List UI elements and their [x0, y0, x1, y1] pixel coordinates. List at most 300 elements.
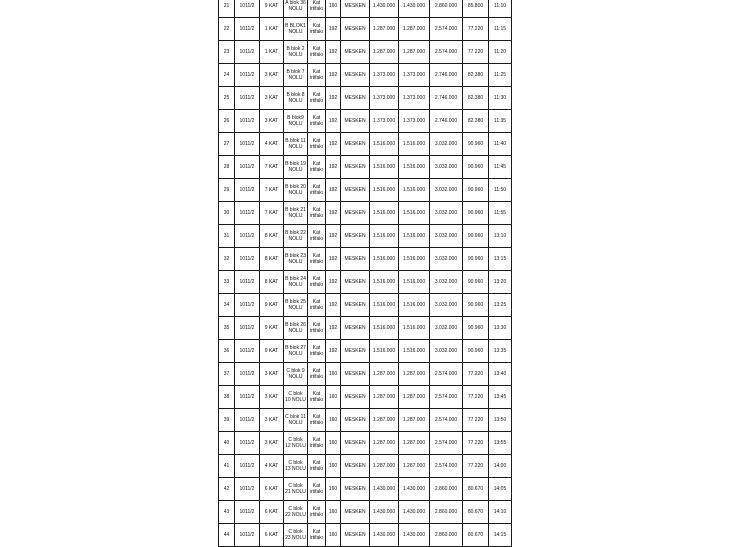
parcel-cell: 1011/2	[235, 0, 260, 18]
value-cell: 1.430.000	[370, 478, 399, 501]
estimated-value-cell: 1.516.000	[399, 294, 430, 317]
row-number-cell: 34	[219, 294, 235, 317]
unit-cell: B blok9 NOLU	[284, 110, 308, 133]
ownership-type-cell: Kat irtifakı	[308, 524, 326, 547]
document-page	[218, 0, 511, 547]
row-number-cell: 41	[219, 455, 235, 478]
usage-cell: MESKEN	[341, 110, 370, 133]
usage-cell: MESKEN	[341, 409, 370, 432]
deposit-cell: 80.670	[463, 478, 489, 501]
row-number-cell: 33	[219, 271, 235, 294]
ownership-type-cell: Kat irtifakı	[308, 225, 326, 248]
estimated-value-cell: 1.287.000	[399, 18, 430, 41]
unit-cell: B blok 7 NOLU	[284, 64, 308, 87]
estimated-value-cell: 1.287.000	[399, 409, 430, 432]
unit-cell: B blok 20 NOLU	[284, 179, 308, 202]
usage-cell: MESKEN	[341, 386, 370, 409]
ownership-type-cell: Kat irtifakı	[308, 363, 326, 386]
value-cell: 1.430.000	[370, 0, 399, 18]
table-row	[219, 225, 512, 248]
usage-cell: MESKEN	[341, 340, 370, 363]
total-cell: 2.574.000	[430, 386, 463, 409]
area-cell: 192	[326, 271, 341, 294]
deposit-cell: 90.960	[463, 156, 489, 179]
time-cell: 11:45	[489, 156, 512, 179]
unit-cell: B blok 24 NOLU	[284, 271, 308, 294]
ownership-type-cell: Kat irtifakı	[308, 409, 326, 432]
floor-cell: 1 KAT	[260, 41, 284, 64]
total-cell: 3.032.000	[430, 294, 463, 317]
estimated-value-cell: 1.373.000	[399, 64, 430, 87]
estimated-value-cell: 1.516.000	[399, 179, 430, 202]
area-cell: 192	[326, 41, 341, 64]
area-cell: 160	[326, 524, 341, 547]
estimated-value-cell: 1.373.000	[399, 110, 430, 133]
row-number-cell: 25	[219, 87, 235, 110]
floor-cell: 6 KAT	[260, 501, 284, 524]
deposit-cell: 77.220	[463, 363, 489, 386]
unit-cell: B blok 2 NOLU	[284, 41, 308, 64]
value-cell: 1.287.000	[370, 18, 399, 41]
floor-cell: 7 KAT	[260, 179, 284, 202]
estimated-value-cell: 1.516.000	[399, 317, 430, 340]
usage-cell: MESKEN	[341, 478, 370, 501]
time-cell: 11:15	[489, 18, 512, 41]
floor-cell: 8 KAT	[260, 248, 284, 271]
parcel-cell: 1011/2	[235, 156, 260, 179]
value-cell: 1.430.000	[370, 524, 399, 547]
row-number-cell: 36	[219, 340, 235, 363]
time-cell: 13:15	[489, 248, 512, 271]
ownership-type-cell: Kat irtifakı	[308, 179, 326, 202]
total-cell: 2.860.000	[430, 524, 463, 547]
usage-cell: MESKEN	[341, 18, 370, 41]
value-cell: 1.287.000	[370, 386, 399, 409]
row-number-cell: 44	[219, 524, 235, 547]
parcel-cell: 1011/2	[235, 41, 260, 64]
area-cell: 192	[326, 317, 341, 340]
usage-cell: MESKEN	[341, 248, 370, 271]
estimated-value-cell: 1.373.000	[399, 87, 430, 110]
total-cell: 2.574.000	[430, 363, 463, 386]
table-row	[219, 386, 512, 409]
value-cell: 1.373.000	[370, 110, 399, 133]
ownership-type-cell: Kat irtifakı	[308, 432, 326, 455]
floor-cell: 3 KAT	[260, 363, 284, 386]
ownership-type-cell: Kat irtifakı	[308, 478, 326, 501]
area-cell: 192	[326, 225, 341, 248]
ownership-type-cell: Kat irtifakı	[308, 87, 326, 110]
table-row	[219, 271, 512, 294]
usage-cell: MESKEN	[341, 202, 370, 225]
floor-cell: 7 KAT	[260, 156, 284, 179]
usage-cell: MESKEN	[341, 317, 370, 340]
area-cell: 160	[326, 0, 341, 18]
unit-cell: B blok 26 NOLU	[284, 317, 308, 340]
row-number-cell: 31	[219, 225, 235, 248]
value-cell: 1.516.000	[370, 294, 399, 317]
deposit-cell: 77.220	[463, 455, 489, 478]
area-cell: 160	[326, 501, 341, 524]
row-number-cell: 29	[219, 179, 235, 202]
area-cell: 160	[326, 455, 341, 478]
row-number-cell: 39	[219, 409, 235, 432]
unit-cell: C blok 12 NOLU	[284, 432, 308, 455]
parcel-cell: 1011/2	[235, 225, 260, 248]
floor-cell: 3 KAT	[260, 409, 284, 432]
area-cell: 160	[326, 386, 341, 409]
time-cell: 11:40	[489, 133, 512, 156]
floor-cell: 8 KAT	[260, 225, 284, 248]
floor-cell: 6 KAT	[260, 478, 284, 501]
floor-cell: 3 KAT	[260, 87, 284, 110]
unit-cell: B BLOK1 NOLU	[284, 18, 308, 41]
unit-cell: C blok 21 NOLU	[284, 478, 308, 501]
time-cell: 13:20	[489, 271, 512, 294]
floor-cell: 9 KAT	[260, 0, 284, 18]
parcel-cell: 1011/2	[235, 386, 260, 409]
row-number-cell: 23	[219, 41, 235, 64]
ownership-type-cell: Kat irtifakı	[308, 0, 326, 18]
deposit-cell: 90.960	[463, 133, 489, 156]
usage-cell: MESKEN	[341, 363, 370, 386]
table-row	[219, 87, 512, 110]
ownership-type-cell: Kat irtifakı	[308, 455, 326, 478]
estimated-value-cell: 1.516.000	[399, 202, 430, 225]
deposit-cell: 90.960	[463, 294, 489, 317]
total-cell: 2.574.000	[430, 455, 463, 478]
table-row	[219, 432, 512, 455]
usage-cell: MESKEN	[341, 294, 370, 317]
parcel-cell: 1011/2	[235, 248, 260, 271]
ownership-type-cell: Kat irtifakı	[308, 202, 326, 225]
parcel-cell: 1011/2	[235, 294, 260, 317]
deposit-cell: 90.960	[463, 225, 489, 248]
estimated-value-cell: 1.516.000	[399, 156, 430, 179]
unit-cell: C blok 23 NOLU	[284, 524, 308, 547]
time-cell: 14:15	[489, 524, 512, 547]
usage-cell: MESKEN	[341, 501, 370, 524]
estimated-value-cell: 1.430.000	[399, 478, 430, 501]
deposit-cell: 80.670	[463, 501, 489, 524]
area-cell: 192	[326, 340, 341, 363]
estimated-value-cell: 1.430.000	[399, 524, 430, 547]
table-row	[219, 18, 512, 41]
usage-cell: MESKEN	[341, 225, 370, 248]
table-row	[219, 478, 512, 501]
estimated-value-cell: 1.287.000	[399, 455, 430, 478]
estimated-value-cell: 1.287.000	[399, 386, 430, 409]
value-cell: 1.287.000	[370, 363, 399, 386]
floor-cell: 9 KAT	[260, 317, 284, 340]
ownership-type-cell: Kat irtifakı	[308, 133, 326, 156]
parcel-cell: 1011/2	[235, 18, 260, 41]
area-cell: 192	[326, 202, 341, 225]
table-row	[219, 0, 512, 18]
floor-cell: 6 KAT	[260, 524, 284, 547]
table-body	[219, 0, 512, 547]
row-number-cell: 35	[219, 317, 235, 340]
time-cell: 11:10	[489, 0, 512, 18]
time-cell: 11:55	[489, 202, 512, 225]
total-cell: 2.746.000	[430, 64, 463, 87]
unit-cell: B blok 8 NOLU	[284, 87, 308, 110]
ownership-type-cell: Kat irtifakı	[308, 156, 326, 179]
parcel-cell: 1011/2	[235, 432, 260, 455]
usage-cell: MESKEN	[341, 0, 370, 18]
total-cell: 2.574.000	[430, 41, 463, 64]
usage-cell: MESKEN	[341, 87, 370, 110]
estimated-value-cell: 1.516.000	[399, 248, 430, 271]
parcel-cell: 1011/2	[235, 179, 260, 202]
usage-cell: MESKEN	[341, 179, 370, 202]
time-cell: 13:10	[489, 225, 512, 248]
time-cell: 11:50	[489, 179, 512, 202]
total-cell: 3.032.000	[430, 133, 463, 156]
table-row	[219, 409, 512, 432]
ownership-type-cell: Kat irtifakı	[308, 41, 326, 64]
usage-cell: MESKEN	[341, 156, 370, 179]
floor-cell: 3 KAT	[260, 386, 284, 409]
area-cell: 160	[326, 432, 341, 455]
floor-cell: 1 KAT	[260, 18, 284, 41]
area-cell: 192	[326, 294, 341, 317]
deposit-cell: 90.960	[463, 317, 489, 340]
ownership-type-cell: Kat irtifakı	[308, 386, 326, 409]
deposit-cell: 82.380	[463, 87, 489, 110]
deposit-cell: 85.800	[463, 0, 489, 18]
time-cell: 13:30	[489, 317, 512, 340]
row-number-cell: 38	[219, 386, 235, 409]
estimated-value-cell: 1.430.000	[399, 0, 430, 18]
table-row	[219, 110, 512, 133]
area-cell: 192	[326, 133, 341, 156]
ownership-type-cell: Kat irtifakı	[308, 110, 326, 133]
parcel-cell: 1011/2	[235, 202, 260, 225]
deposit-cell: 82.380	[463, 110, 489, 133]
time-cell: 13:25	[489, 294, 512, 317]
unit-cell: C blok 10 NOLU	[284, 386, 308, 409]
area-cell: 192	[326, 87, 341, 110]
floor-cell: 4 KAT	[260, 455, 284, 478]
estimated-value-cell: 1.430.000	[399, 501, 430, 524]
usage-cell: MESKEN	[341, 64, 370, 87]
parcel-cell: 1011/2	[235, 133, 260, 156]
row-number-cell: 42	[219, 478, 235, 501]
table-row	[219, 455, 512, 478]
row-number-cell: 37	[219, 363, 235, 386]
value-cell: 1.287.000	[370, 409, 399, 432]
table-row	[219, 524, 512, 547]
table-row	[219, 156, 512, 179]
value-cell: 1.373.000	[370, 87, 399, 110]
row-number-cell: 43	[219, 501, 235, 524]
floor-cell: 3 KAT	[260, 432, 284, 455]
deposit-cell: 77.220	[463, 432, 489, 455]
parcel-cell: 1011/2	[235, 317, 260, 340]
area-cell: 160	[326, 409, 341, 432]
deposit-cell: 90.960	[463, 340, 489, 363]
time-cell: 11:25	[489, 64, 512, 87]
floor-cell: 9 KAT	[260, 340, 284, 363]
floor-cell: 3 KAT	[260, 110, 284, 133]
parcel-cell: 1011/2	[235, 87, 260, 110]
value-cell: 1.287.000	[370, 455, 399, 478]
time-cell: 11:20	[489, 41, 512, 64]
total-cell: 2.574.000	[430, 432, 463, 455]
value-cell: 1.516.000	[370, 317, 399, 340]
value-cell: 1.516.000	[370, 340, 399, 363]
deposit-cell: 77.220	[463, 409, 489, 432]
table-row	[219, 340, 512, 363]
value-cell: 1.516.000	[370, 156, 399, 179]
unit-cell: C blok 9 NOLU	[284, 363, 308, 386]
estimated-value-cell: 1.516.000	[399, 133, 430, 156]
parcel-cell: 1011/2	[235, 455, 260, 478]
area-cell: 160	[326, 363, 341, 386]
deposit-cell: 90.960	[463, 202, 489, 225]
estimated-value-cell: 1.287.000	[399, 432, 430, 455]
ownership-type-cell: Kat irtifakı	[308, 340, 326, 363]
total-cell: 2.574.000	[430, 18, 463, 41]
unit-cell: C blok 11 NOLU	[284, 409, 308, 432]
value-cell: 1.516.000	[370, 179, 399, 202]
area-cell: 192	[326, 179, 341, 202]
deposit-cell: 90.960	[463, 179, 489, 202]
parcel-cell: 1011/2	[235, 501, 260, 524]
deposit-cell: 82.380	[463, 64, 489, 87]
deposit-cell: 90.960	[463, 248, 489, 271]
parcel-cell: 1011/2	[235, 271, 260, 294]
table-row	[219, 317, 512, 340]
floor-cell: 9 KAT	[260, 294, 284, 317]
table-row	[219, 202, 512, 225]
row-number-cell: 21	[219, 0, 235, 18]
deposit-cell: 77.220	[463, 386, 489, 409]
table-row	[219, 294, 512, 317]
total-cell: 3.032.000	[430, 179, 463, 202]
area-cell: 192	[326, 18, 341, 41]
ownership-type-cell: Kat irtifakı	[308, 18, 326, 41]
usage-cell: MESKEN	[341, 271, 370, 294]
value-cell: 1.516.000	[370, 225, 399, 248]
area-cell: 192	[326, 248, 341, 271]
parcel-cell: 1011/2	[235, 340, 260, 363]
total-cell: 3.032.000	[430, 248, 463, 271]
time-cell: 13:40	[489, 363, 512, 386]
time-cell: 14:10	[489, 501, 512, 524]
parcel-cell: 1011/2	[235, 64, 260, 87]
total-cell: 3.032.000	[430, 202, 463, 225]
usage-cell: MESKEN	[341, 524, 370, 547]
usage-cell: MESKEN	[341, 432, 370, 455]
parcel-cell: 1011/2	[235, 524, 260, 547]
table-row	[219, 363, 512, 386]
value-cell: 1.287.000	[370, 432, 399, 455]
row-number-cell: 32	[219, 248, 235, 271]
area-cell: 192	[326, 156, 341, 179]
row-number-cell: 27	[219, 133, 235, 156]
time-cell: 13:50	[489, 409, 512, 432]
area-cell: 160	[326, 478, 341, 501]
row-number-cell: 22	[219, 18, 235, 41]
value-cell: 1.287.000	[370, 41, 399, 64]
parcel-cell: 1011/2	[235, 409, 260, 432]
floor-cell: 3 KAT	[260, 64, 284, 87]
floor-cell: 4 KAT	[260, 133, 284, 156]
total-cell: 3.032.000	[430, 271, 463, 294]
total-cell: 3.032.000	[430, 225, 463, 248]
usage-cell: MESKEN	[341, 455, 370, 478]
unit-cell: C blok 13 NOLU	[284, 455, 308, 478]
time-cell: 13:35	[489, 340, 512, 363]
unit-cell: A blok 36 NOLU	[284, 0, 308, 18]
value-cell: 1.516.000	[370, 133, 399, 156]
total-cell: 2.746.000	[430, 110, 463, 133]
time-cell: 11:30	[489, 87, 512, 110]
usage-cell: MESKEN	[341, 41, 370, 64]
unit-cell: C blok 22 NOLU	[284, 501, 308, 524]
deposit-cell: 77.220	[463, 41, 489, 64]
table-row	[219, 179, 512, 202]
total-cell: 2.860.000	[430, 501, 463, 524]
ownership-type-cell: Kat irtifakı	[308, 64, 326, 87]
total-cell: 2.574.000	[430, 409, 463, 432]
total-cell: 2.860.000	[430, 0, 463, 18]
value-cell: 1.373.000	[370, 64, 399, 87]
ownership-type-cell: Kat irtifakı	[308, 501, 326, 524]
value-cell: 1.516.000	[370, 202, 399, 225]
deposit-cell: 80.670	[463, 524, 489, 547]
unit-cell: B blok 22 NOLU	[284, 225, 308, 248]
time-cell: 13:55	[489, 432, 512, 455]
listing-table	[218, 0, 512, 547]
value-cell: 1.516.000	[370, 271, 399, 294]
estimated-value-cell: 1.287.000	[399, 363, 430, 386]
unit-cell: B blok 19 NOLU	[284, 156, 308, 179]
row-number-cell: 26	[219, 110, 235, 133]
estimated-value-cell: 1.516.000	[399, 340, 430, 363]
usage-cell: MESKEN	[341, 133, 370, 156]
value-cell: 1.430.000	[370, 501, 399, 524]
row-number-cell: 24	[219, 64, 235, 87]
value-cell: 1.516.000	[370, 248, 399, 271]
floor-cell: 7 KAT	[260, 202, 284, 225]
area-cell: 192	[326, 64, 341, 87]
table-row	[219, 501, 512, 524]
table-row	[219, 64, 512, 87]
unit-cell: B blok 27 NOLU	[284, 340, 308, 363]
ownership-type-cell: Kat irtifakı	[308, 271, 326, 294]
row-number-cell: 30	[219, 202, 235, 225]
time-cell: 13:45	[489, 386, 512, 409]
table-row	[219, 41, 512, 64]
unit-cell: B blok 23 NOLU	[284, 248, 308, 271]
parcel-cell: 1011/2	[235, 110, 260, 133]
unit-cell: B blok 21 NOLU	[284, 202, 308, 225]
ownership-type-cell: Kat irtifakı	[308, 317, 326, 340]
total-cell: 3.032.000	[430, 156, 463, 179]
area-cell: 192	[326, 110, 341, 133]
estimated-value-cell: 1.516.000	[399, 225, 430, 248]
deposit-cell: 77.220	[463, 18, 489, 41]
time-cell: 14:00	[489, 455, 512, 478]
row-number-cell: 40	[219, 432, 235, 455]
total-cell: 2.860.000	[430, 478, 463, 501]
estimated-value-cell: 1.516.000	[399, 271, 430, 294]
deposit-cell: 90.960	[463, 271, 489, 294]
estimated-value-cell: 1.287.000	[399, 41, 430, 64]
